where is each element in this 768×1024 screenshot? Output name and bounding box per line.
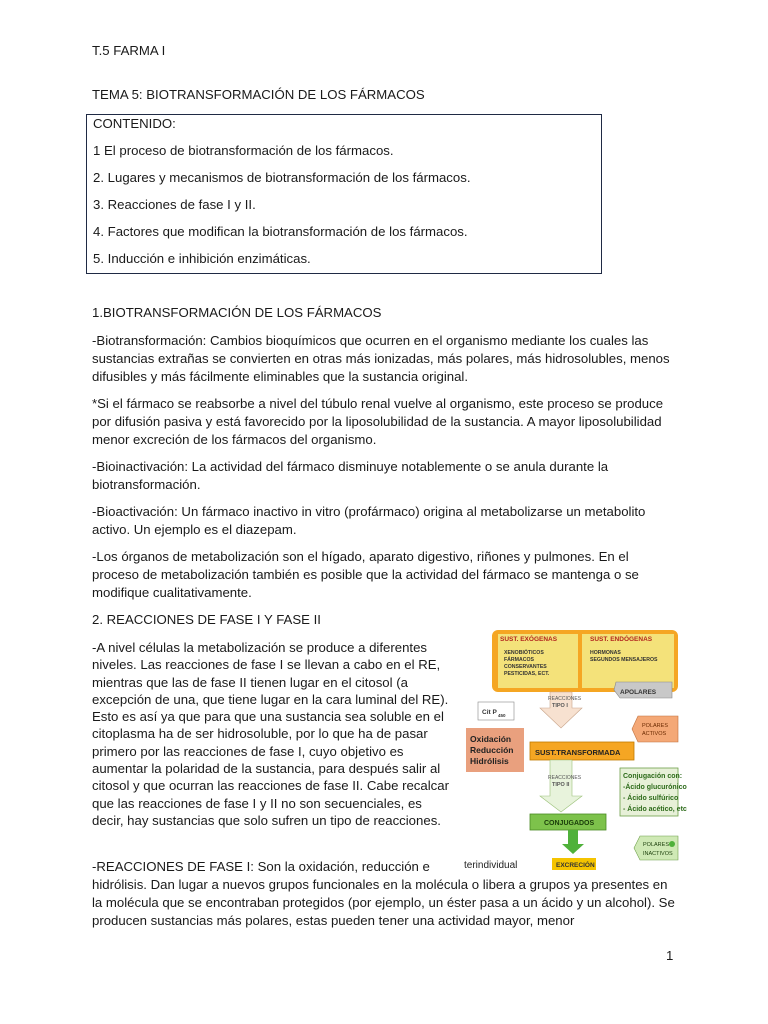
section2-heading: 2. REACCIONES DE FASE I Y FASE II: [92, 612, 321, 627]
page-title: TEMA 5: BIOTRANSFORMACIÓN DE LOS FÁRMACOS: [92, 87, 425, 102]
contents-item: 2. Lugares y mecanismos de biotransformación de los fármacos.: [93, 170, 471, 185]
polares-inactivos-label: POLARES: [643, 842, 669, 848]
contents-item: 4. Factores que modifican la biotransformación de los fármacos.: [93, 224, 468, 239]
contents-item: 5. Inducción e inhibición enzimáticas.: [93, 251, 311, 266]
section2-paragraph: -A nivel células la metabolización se produce a diferentes niveles. Las reacciones de fase I se llevan a cabo en el RE, mientras que las de fase II tienen lugar en el citosol (a excepción de una, que tiene lugar en la cara luminal del RE). Esto es así ya que para que una sustancia sea soluble en el citoplasma ha de ser hidrosoluble, por lo que ha de pasar primero por las reacciones de fase I, cuyo objetivo es aumentar la polaridad de la sustancia, para después salir al citosol y que ocurran las reacciones de fase II. Cabe recalcar que las reacciones de fase I y II no son secuenciales, es decir, hay sustancias que solo sufren un tipo de reacciones.: [92, 640, 449, 828]
contents-heading: CONTENIDO:: [93, 116, 176, 131]
contents-item: 1 El proceso de biotransformación de los fármacos.: [93, 143, 394, 158]
reacciones-tipo1-label: REACCIONES: [548, 696, 582, 702]
fase1-first-line: -REACCIONES DE FASE I: Son la oxidación, reducción e: [92, 859, 430, 874]
sust-transformada-label: SUST.TRANSFORMADA: [535, 748, 621, 757]
exogenas-item: XENOBIÓTICOS: [504, 650, 544, 656]
fase1-rest: hidrólisis. Dan lugar a nuevos grupos funcionales en la molécula o libera a grupos ya presentes en la molécula que se encontraban protegidos (por ejemplo, un éster pasa a un ácido y un alcohol). Se producen sustancias más polares, estas pueden tener una actividad mayor, menor: [92, 877, 675, 928]
exogenas-title: SUST. EXÓGENAS: [500, 636, 558, 643]
excrecion-label: EXCRECIÓN: [556, 862, 595, 869]
contents-box: [86, 114, 602, 274]
section1-paragraph: -Bioinactivación: La actividad del fármaco disminuye notablemente o se anula durante la biotransformación.: [92, 459, 609, 492]
document-header: T.5 FARMA I: [92, 43, 166, 58]
polares-activos-tag: [632, 716, 678, 742]
arrow-excrecion: [562, 830, 584, 854]
conjugacion-line: -Ácido glucurónico: [623, 784, 687, 791]
polares-activos-label: POLARES: [642, 723, 668, 729]
conjugados-label: CONJUGADOS: [544, 820, 595, 827]
endogenas-item: SEGUNDOS MENSAJEROS: [590, 657, 658, 663]
section1-paragraph: -Bioactivación: Un fármaco inactivo in vitro (profármaco) origina al metabolizarse un metabolito activo. Un ejemplo es el diazepam.: [92, 504, 646, 537]
exogenas-item: FÁRMACOS: [504, 657, 534, 663]
exogenas-item: PESTICIDAS, ECT.: [504, 671, 550, 677]
section1-heading: 1.BIOTRANSFORMACIÓN DE LOS FÁRMACOS: [92, 305, 382, 320]
endogenas-title: SUST. ENDÓGENAS: [590, 636, 653, 643]
page-number: 1: [666, 948, 674, 963]
apolares-label: APOLARES: [620, 689, 657, 696]
inactivos-dot-icon: [669, 841, 675, 847]
fase1-reaction: Reducción: [470, 745, 514, 755]
reacciones-tipo2-label: REACCIONES: [548, 775, 582, 781]
biotransformation-diagram: [464, 628, 687, 876]
reacciones-tipo2-label: TIPO II: [552, 782, 570, 788]
fase1-reaction: Hidrólisis: [470, 756, 509, 766]
exogenas-item: CONSERVANTES: [504, 664, 547, 670]
cit-p-subscript: 450: [498, 713, 506, 718]
cit-p-label: Cit P: [482, 709, 497, 716]
section1-paragraph: -Los órganos de metabolización son el hígado, aparato digestivo, riñones y pulmones. En el proceso de metabolización también es posible que la actividad del fármaco se mantenga o se modifique cualitativamente.: [92, 549, 639, 600]
caption-fragment: terindividual: [464, 860, 518, 871]
section1-paragraph: -Biotransformación: Cambios bioquímicos que ocurren en el organismo mediante los cuales las sustancias extrañas se convierten en otras más ionizadas, más polares, más hidrosolubles, menos difusibles y más fácilmente eliminables que la sustancia original.: [92, 333, 670, 384]
endogenas-item: HORMONAS: [590, 650, 621, 656]
conjugacion-line: Conjugación con:: [623, 773, 683, 780]
contents-item: 3. Reacciones de fase I y II.: [93, 197, 256, 212]
polares-inactivos-label: INACTIVOS: [643, 851, 673, 857]
polares-activos-label: ACTIVOS: [642, 731, 667, 737]
conjugacion-line: - Ácido sulfúrico: [623, 795, 679, 802]
conjugacion-line: - Ácido acético, etc: [623, 806, 687, 813]
fase1-reaction: Oxidación: [470, 734, 512, 744]
section1-paragraph: *Si el fármaco se reabsorbe a nivel del túbulo renal vuelve al organismo, este proceso se produce por difusión pasiva y está favorecido por la liposolubilidad de la sustancia. A mayor liposolubilidad menor excreción de los fármacos del organismo.: [92, 396, 664, 447]
reacciones-tipo1-label: TIPO I: [552, 703, 568, 709]
